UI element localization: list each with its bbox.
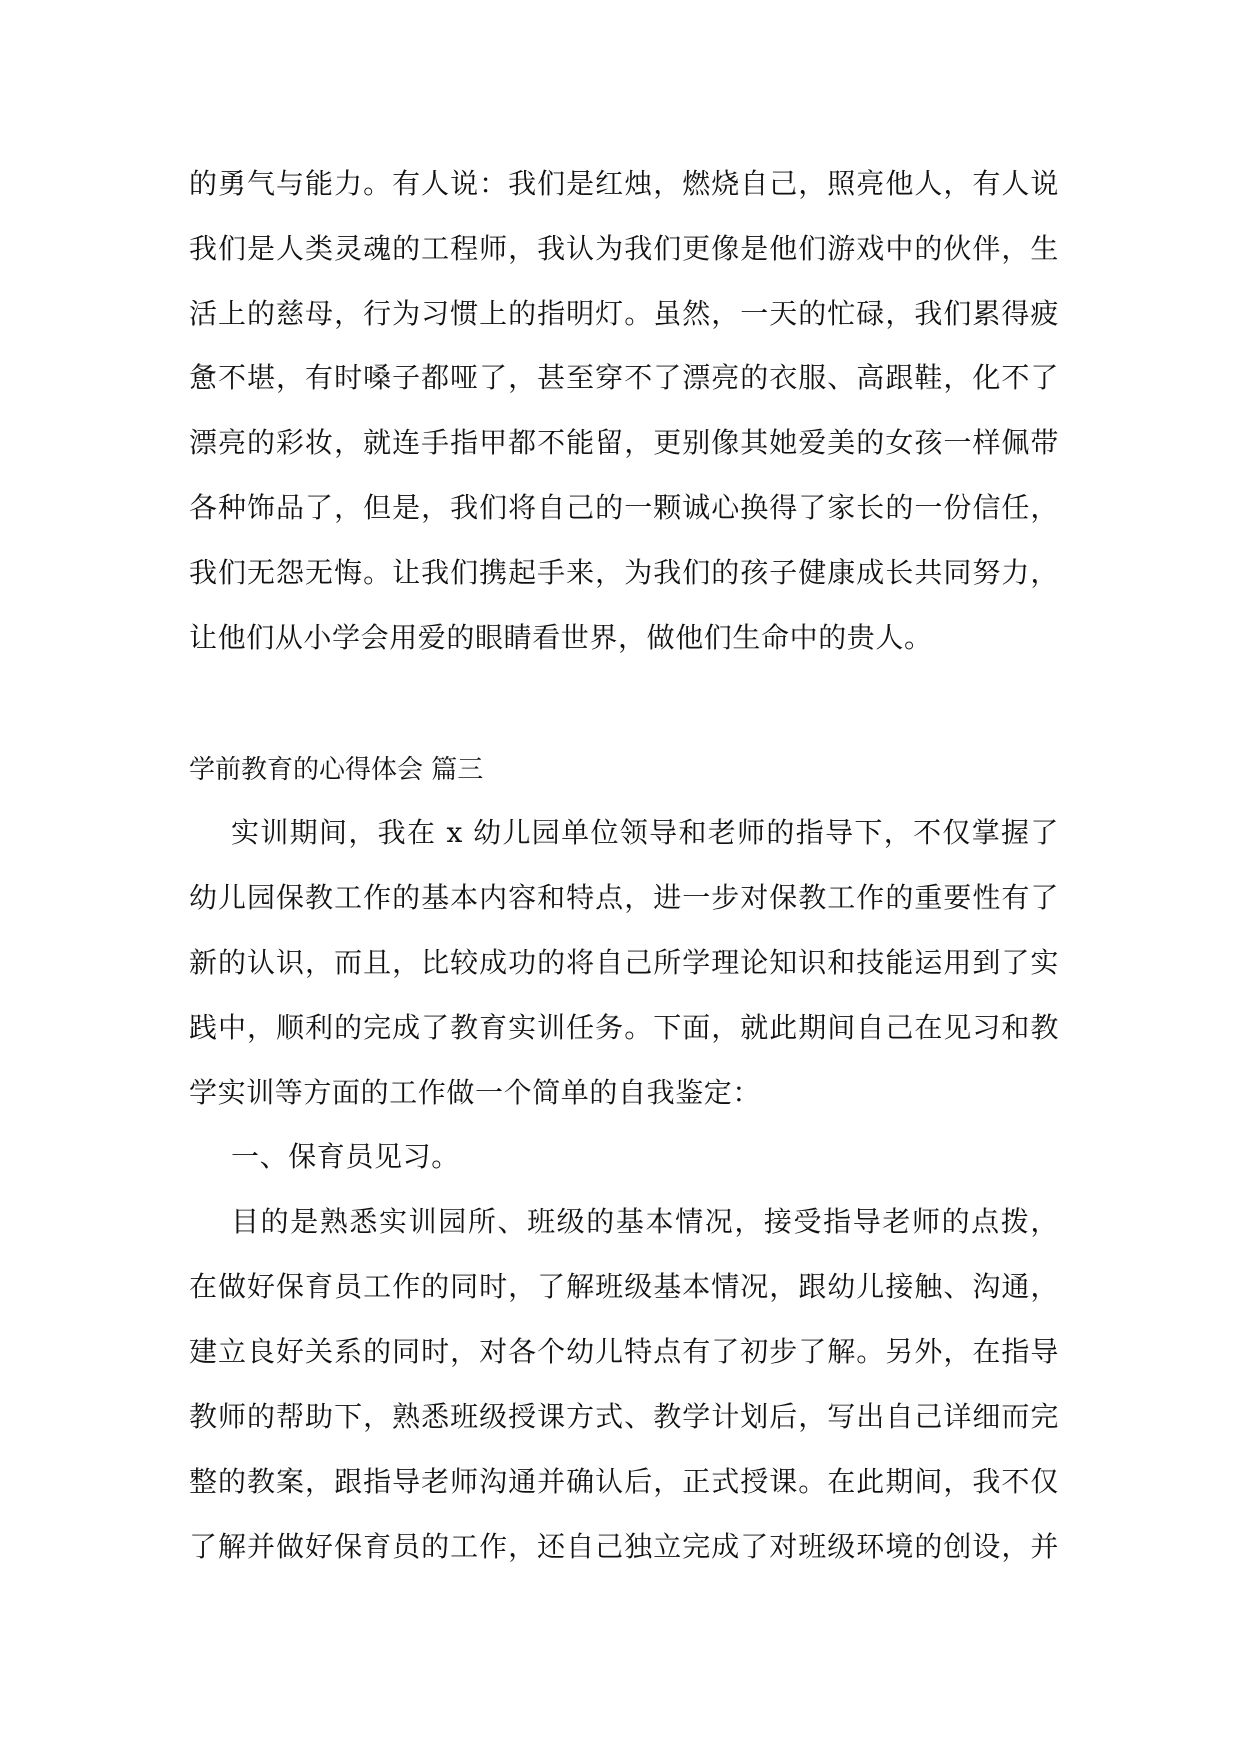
paragraph-line: 让他们从小学会用爱的眼睛看世界，做他们生命中的贵人。 xyxy=(189,621,933,654)
paragraph-line: 学实训等方面的工作做一个简单的自我鉴定： xyxy=(189,1076,762,1109)
paragraph-line: 整的教案，跟指导老师沟通并确认后，正式授课。在此期间，我不仅 xyxy=(189,1465,1059,1498)
paragraph-line: 幼儿园保教工作的基本内容和特点，进一步对保教工作的重要性有了 xyxy=(189,881,1059,914)
paragraph-line: 教师的帮助下，熟悉班级授课方式、教学计划后，写出自己详细而完 xyxy=(189,1400,1059,1433)
section-title: 学前教育的心得体会 篇三 xyxy=(189,755,484,785)
paragraph-line: 新的认识，而且，比较成功的将自己所学理论知识和技能运用到了实 xyxy=(189,946,1059,979)
paragraph-line: 建立良好关系的同时，对各个幼儿特点有了初步了解。另外，在指导 xyxy=(189,1335,1059,1368)
paragraph-line: 了解并做好保育员的工作，还自己独立完成了对班级环境的创设，并 xyxy=(189,1530,1059,1563)
paragraph-line: 我们无怨无悔。让我们携起手来，为我们的孩子健康成长共同努力， xyxy=(189,556,1059,589)
paragraph-line: 践中，顺利的完成了教育实训任务。下面，就此期间自己在见习和教 xyxy=(189,1011,1059,1044)
paragraph-line: 漂亮的彩妆，就连手指甲都不能留，更别像其她爱美的女孩一样佩带 xyxy=(189,426,1059,459)
paragraph-line: 惫不堪，有时嗓子都哑了，甚至穿不了漂亮的衣服、高跟鞋，化不了 xyxy=(189,361,1059,394)
paragraph-line: 各种饰品了，但是，我们将自己的一颗诚心换得了家长的一份信任， xyxy=(189,491,1059,524)
paragraph-line: 活上的慈母，行为习惯上的指明灯。虽然，一天的忙碌，我们累得疲 xyxy=(189,297,1059,330)
paragraph-line: 目的是熟悉实训园所、班级的基本情况，接受指导老师的点拨， xyxy=(231,1205,1059,1238)
paragraph-line: 实训期间，我在 x 幼儿园单位领导和老师的指导下，不仅掌握了 xyxy=(231,816,1059,849)
paragraph-line: 在做好保育员工作的同时，了解班级基本情况，跟幼儿接触、沟通， xyxy=(189,1270,1059,1303)
paragraph-line: 的勇气与能力。有人说：我们是红烛，燃烧自己，照亮他人，有人说 xyxy=(189,167,1059,200)
paragraph-line: 我们是人类灵魂的工程师，我认为我们更像是他们游戏中的伙伴，生 xyxy=(189,232,1059,265)
subheading: 一、保育员见习。 xyxy=(231,1140,460,1173)
